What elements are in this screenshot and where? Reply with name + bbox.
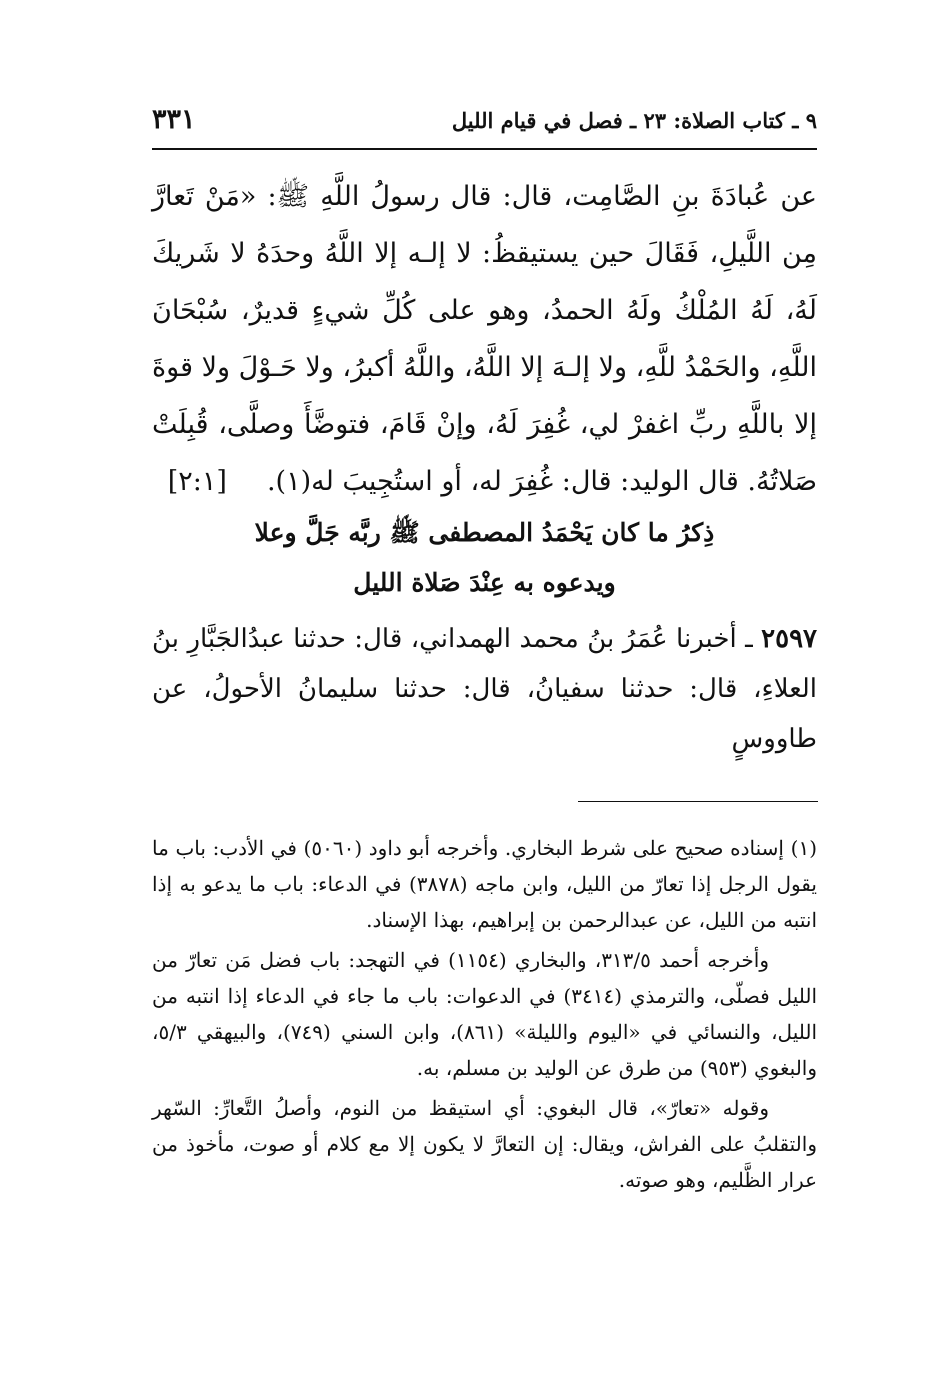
hadith-text: عن عُبادَةَ بنِ الصَّامِت، قال: قال رسولُ اللَّهِ ﷺ: «مَنْ تَعارَّ مِن اللَّيلِ، فَقَالَ حين يستيقظُ: لا إلـه إلا اللَّهُ وحدَهُ لا شَريكَ لَهُ، لَهُ المُلْكُ ولَهُ الحمدُ، وهو على كُلِّ شيءٍ قديرٌ، سُبْحَانَ اللَّهِ، والحَمْدُ للَّهِ، ولا إلـهَ إلا اللَّهُ، واللَّهُ أكبرُ، ولا حَـوْلَ ولا قوةَ إلا باللَّهِ ربِّ اغفرْ لي، غُفِرَ لَهُ، وإنْ قَامَ، فتوضَّأَ وصلَّى، قُبِلَتْ صَلاتُهُ. قال الوليد: قال: غُفِرَ له، أو استُجِيبَ له(١). <box>152 181 817 497</box>
header-rule <box>152 148 817 150</box>
isnad-text: ـ أخبرنا عُمَرُ بنُ محمد الهمداني، قال: حدثنا عبدُالجَبَّارِ بنُ العلاءِ، قال: حدثنا سفيانُ، قال: حدثنا سليمانُ الأحولُ، عن طاووسٍ <box>152 624 817 754</box>
isnad-paragraph <box>152 614 817 764</box>
isnad-block <box>152 614 817 764</box>
footnote-1-cont: وأخرجه أحمد ٣١٣/٥، والبخاري (١١٥٤) في التهجد: باب فضل مَن تعارّ من الليل فصلّى، والترمذي (٣٤١٤) في الدعوات: باب ما جاء في الدعاء إذا انتبه من الليل، والنسائي في «اليوم والليلة» (٨٦١)، وابن السني (٧٤٩)، والبيهقي ٥/٣، والبغوي (٩٥٣) من طرق عن الوليد بن مسلم، به. <box>152 948 818 1080</box>
running-header <box>152 98 817 148</box>
heading-line-1: ذِكرُ ما كان يَحْمَدُ المصطفى ﷺ ربَّه جَلَّ وعلا <box>254 518 715 547</box>
heading-line-2: ويدعوه به عِنْدَ صَلاة الليل <box>353 568 616 597</box>
hadith-text-block <box>152 168 817 510</box>
hadith-number: ٢٥٩٧ <box>761 624 818 654</box>
section-heading <box>152 508 817 608</box>
footnote-1-gloss: وقوله «تعارّ»، قال البغوي: أي استيقظ من النوم، وأصلُ التَّعارِّ: السّهر والتقلبُ على الفراش، ويقال: إن التعارَّ لا يكون إلا مع كلام أو صوت، مأخوذ من عرار الظَّليم، وهو صوته. <box>152 1096 817 1192</box>
footnote-1: (١) إسناده صحيح على شرط البخاري. وأخرجه أبو داود (٥٠٦٠) في الأدب: باب ما يقول الرجل إذا تعارّ من الليل، وابن ماجه (٣٨٧٨) في الدعاء: باب ما يدعو به إذا انتبه من الليل، عن عبدالرحمن بن إبراهيم، بهذا الإسناد. <box>152 836 817 932</box>
hadith-reference: [٢:١] <box>167 466 227 497</box>
page-number: ٣٣١ <box>152 104 196 135</box>
hadith-paragraph <box>152 168 817 510</box>
footnotes <box>152 830 817 1202</box>
chapter-title: ٩ ـ كتاب الصلاة: ٢٣ ـ فصل في قيام الليل <box>451 108 817 133</box>
footnote-separator <box>578 801 818 802</box>
